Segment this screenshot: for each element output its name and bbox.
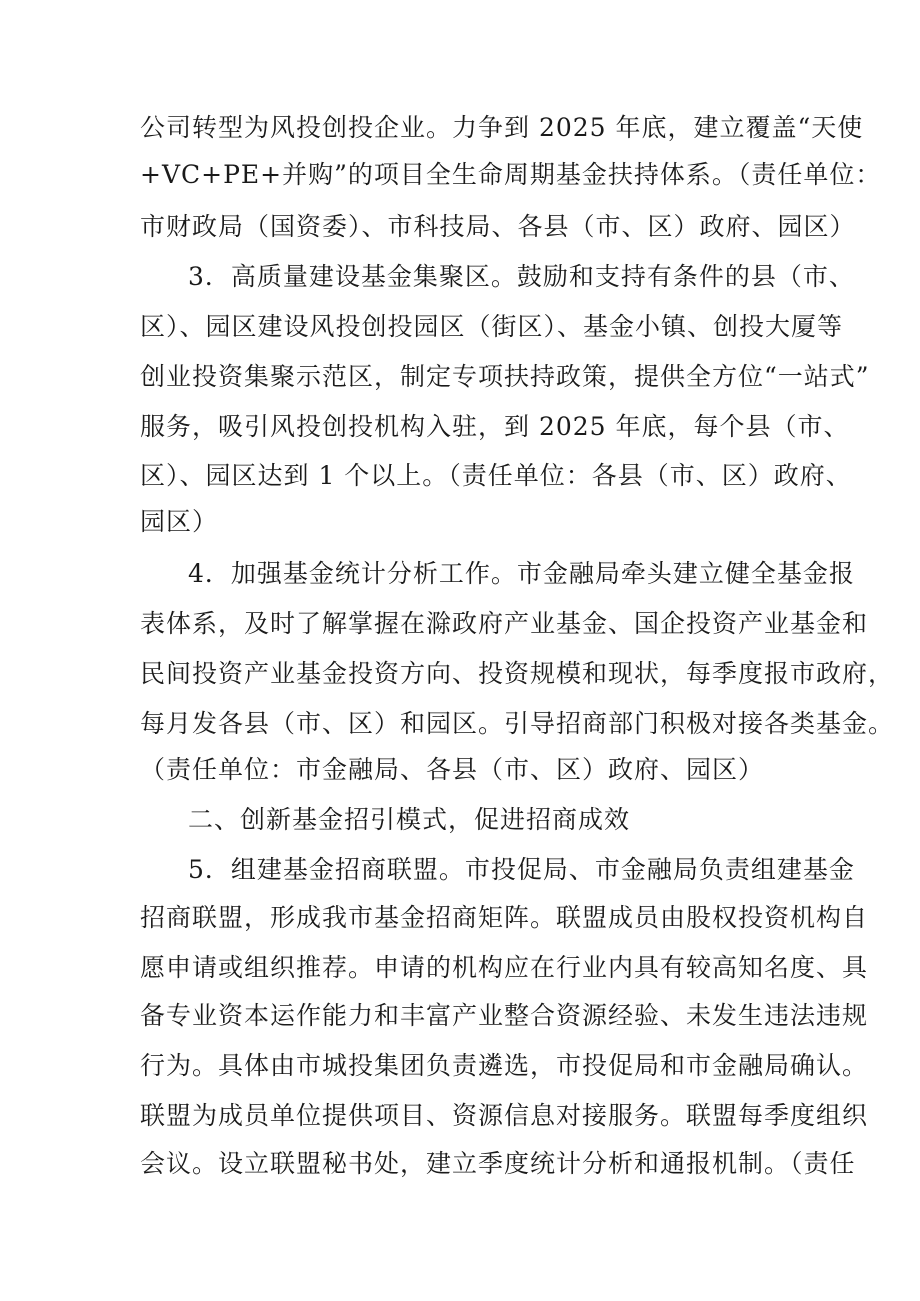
section-heading: 二、创新基金招引模式，促进招商成效 bbox=[188, 805, 631, 834]
paragraph-4-first-line: 4．加强基金统计分析工作。市金融局牵头建立健全基金报 bbox=[188, 559, 855, 588]
text-line: 公司转型为风投创投企业。力争到 2025 年底，建立覆盖“天使 bbox=[140, 113, 864, 142]
text-line: 民间投资产业基金投资方向、投资规模和现状，每季度报市政府， bbox=[140, 659, 895, 688]
paragraph-5-first-line: 5．组建基金招商联盟。市投促局、市金融局负责组建基金 bbox=[188, 855, 855, 884]
text-line: 会议。设立联盟秘书处，建立季度统计分析和通报机制。（责任 bbox=[140, 1149, 856, 1178]
text-line: 区）、园区达到 1 个以上。（责任单位：各县（市、区）政府、 bbox=[140, 461, 852, 490]
text-line: 招商联盟，形成我市基金招商矩阵。联盟成员由股权投资机构自 bbox=[140, 903, 869, 932]
text-line: 每月发各县（市、区）和园区。引导招商部门积极对接各类基金。 bbox=[140, 709, 895, 738]
text-line: 愿申请或组织推荐。申请的机构应在行业内具有较高知名度、具 bbox=[140, 953, 869, 982]
text-line: 备专业资本运作能力和丰富产业整合资源经验、未发生违法违规 bbox=[140, 1001, 869, 1030]
text-line: 园区） bbox=[140, 507, 219, 536]
text-line: 服务，吸引风投创投机构入驻，到 2025 年底，每个县（市、 bbox=[140, 412, 850, 441]
text-line: 创业投资集聚示范区，制定专项扶持政策，提供全方位“一站式” bbox=[140, 362, 870, 391]
text-line: 联盟为成员单位提供项目、资源信息对接服务。联盟每季度组织 bbox=[140, 1101, 869, 1130]
text-line: 市财政局（国资委）、市科技局、各县（市、区）政府、园区） bbox=[140, 212, 856, 241]
text-line: +VC+PE+并购”的项目全生命周期基金扶持体系。（责任单位： bbox=[140, 160, 882, 189]
text-line: （责任单位：市金融局、各县（市、区）政府、园区） bbox=[140, 755, 765, 784]
text-line: 表体系，及时了解掌握在滁政府产业基金、国企投资产业基金和 bbox=[140, 609, 869, 638]
text-line: 区）、园区建设风投创投园区（街区）、基金小镇、创投大厦等 bbox=[140, 312, 844, 341]
text-line: 行为。具体由市城投集团负责遴选，市投促局和市金融局确认。 bbox=[140, 1051, 869, 1080]
paragraph-3-first-line: 3．高质量建设基金集聚区。鼓励和支持有条件的县（市、 bbox=[188, 262, 855, 291]
